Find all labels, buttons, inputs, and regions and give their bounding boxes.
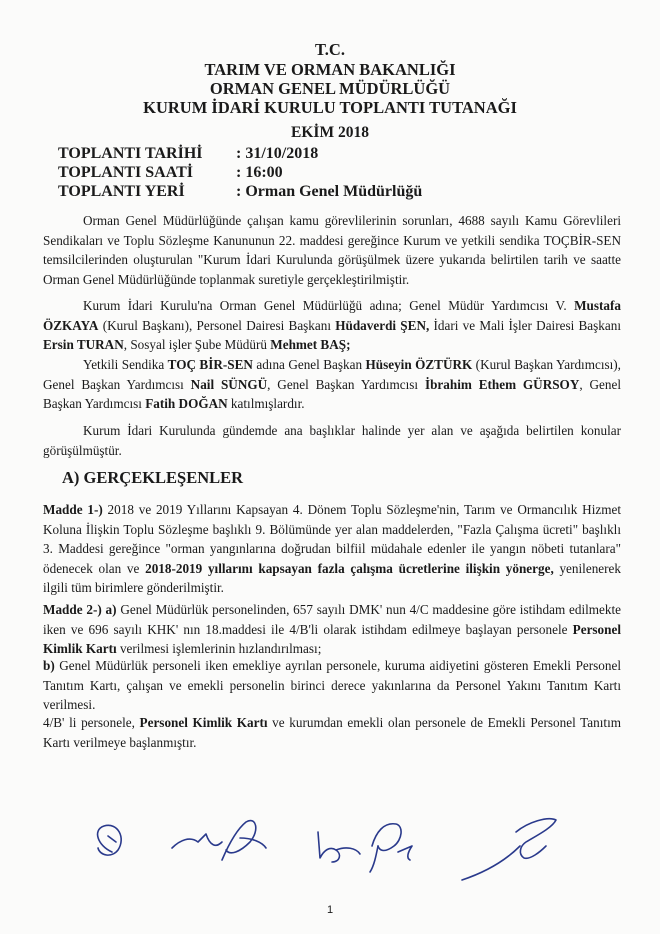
p2-text-c: İdari ve Mali İşler Dairesi Başkanı xyxy=(429,317,621,333)
signature-4 xyxy=(462,819,556,880)
meeting-date-value: : 31/10/2018 xyxy=(236,145,319,162)
article-2-c-bold: Personel Kimlik Kartı xyxy=(139,715,268,730)
signature-3 xyxy=(318,824,412,872)
meeting-time-label: TOPLANTI SAATİ xyxy=(58,164,193,181)
article-1-bold: 2018-2019 yıllarını kapsayan fazla çalışma ücretlerine ilişkin yönerge, xyxy=(145,560,554,576)
p3-text-b: adına Genel Başkan xyxy=(252,357,366,372)
article-2-a-end: verilmesi işlemlerinin hızlandırılması; xyxy=(116,641,322,657)
article-2-a-bold: Personel Kimlik Kartı xyxy=(43,621,621,657)
p3-text-a: Yetkili Sendika xyxy=(83,357,168,372)
p2-name-bas: Mehmet BAŞ; xyxy=(270,337,351,353)
article-2-b-label: b) xyxy=(43,658,55,673)
document-period: EKİM 2018 xyxy=(291,124,369,141)
p2-name-sen: Hüdaverdi ŞEN, xyxy=(335,317,430,333)
p2-text-a: Kurum İdari Kurulu'na Orman Genel Müdürlüğü adına; Genel Müdür Yardımcısı V. xyxy=(83,298,575,313)
article-1-text-a: 2018 ve 2019 Yıllarını Kapsayan 4. Dönem Toplu Sözleşme'nin, Tarım ve Ormancılık Hizmet Koluna İlişkin Toplu Sözleşme başlıklı 9. Bölümünde yer alan maddelerden, "Fazla Çalışma ücreti" başlıklı 3. Maddesi gereğince "orman yangınlarına doğrudan bilfiil müdahale edenler ile yangın nöbeti tutanlara" ödenecek olan ve xyxy=(43,502,621,576)
p2-name-turan: Ersin TURAN xyxy=(43,337,124,353)
header-ministry: TARIM VE ORMAN BAKANLIĞI xyxy=(204,60,456,79)
p3-text-f: katılmışlardır. xyxy=(227,396,305,412)
section-a-title: A) GERÇEKLEŞENLER xyxy=(62,468,244,487)
meeting-date-label: TOPLANTI TARİHİ xyxy=(58,145,203,162)
p3-name-sungu: Nail SÜNGÜ xyxy=(190,376,268,392)
meeting-time-value: : 16:00 xyxy=(236,164,283,181)
intro-paragraph-1: Orman Genel Müdürlüğünde çalışan kamu görevlilerinin sorunları, 4688 sayılı Kamu Görevlileri Sendikaları ve Toplu Sözleşme Kanununun 22. maddesi gereğince Kurum ve yetkili sendika TOÇBİR-SEN temsilcilerinden oluşturulan "Kurum İdari Kurulunda görüşülmek üzere yukarıda belirtilen tarih ve saatte Orman Genel Müdürlüğünde toplanmak suretiyle gerçekleştirilmiştir. xyxy=(43,213,621,287)
header-directorate: ORMAN GENEL MÜDÜRLÜĞÜ xyxy=(209,79,451,98)
p3-name-ozturk: Hüseyin ÖZTÜRK xyxy=(365,357,473,372)
article-2-a-label: a) xyxy=(105,602,117,617)
intro-paragraph-4: Kurum İdari Kurulunda gündemde ana başlıklar halinde yer alan ve aşağıda belirtilen konular görüşülmüştür. xyxy=(43,423,621,458)
p3-text-d: , Genel Başkan Yardımcısı xyxy=(267,376,425,392)
article-1-text-b: yenilenerek ilgili tüm birimlere gönderilmiştir. xyxy=(43,560,621,596)
page-number: 1 xyxy=(326,904,334,916)
article-2-c-text-a: 4/B' li personele, xyxy=(43,715,140,730)
article-1-label: Madde 1-) xyxy=(43,502,103,517)
header-tc: T.C. xyxy=(315,40,345,59)
article-2-a-text: Genel Müdürlük personelinden, 657 sayılı DMK' nun 4/C maddesine göre istihdam edilmekte iken ve 696 sayılı KHK' nın 18.maddesi ile 4/B'li olarak istihdam edilmeye başlayan personele xyxy=(43,602,622,637)
p2-name-ozkaya: Mustafa ÖZKAYA xyxy=(43,298,621,333)
article-2-b-text: Genel Müdürlük personeli iken emekliye ayrılan personele, kuruma aidiyetini gösteren Emekli Personel Tanıtım Kartı, çalışan ve emekli personelin birinci derece yakınlarına da Personel Yakını Tanıtım Kartı verilmesi. xyxy=(43,658,621,713)
document-title: KURUM İDARİ KURULU TOPLANTI TUTANAĞI xyxy=(143,98,517,117)
meeting-place-value: : Orman Genel Müdürlüğü xyxy=(236,183,423,200)
meeting-place-label: TOPLANTI YERİ xyxy=(58,183,185,200)
article-2-c-text-b: ve kurumdan emekli olan personele de Emekli Personel Tanıtım Kartı verilmeye başlanmıştır. xyxy=(43,715,621,750)
p3-text-e: , Genel Başkan Yardımcısı xyxy=(43,376,621,412)
p3-name-dogan: Fatih DOĞAN xyxy=(145,396,228,412)
p2-text-b: (Kurul Başkanı), Personel Dairesi Başkanı xyxy=(98,317,336,333)
p3-union-name: TOÇ BİR-SEN xyxy=(167,357,253,372)
p2-text-d: , Sosyal işler Şube Müdürü xyxy=(123,337,271,353)
p3-name-gursoy: İbrahim Ethem GÜRSOY xyxy=(424,376,580,392)
p3-text-c: (Kurul Başkan Yardımcısı), Genel Başkan Yardımcısı xyxy=(43,357,621,392)
article-2-label: Madde 2-) xyxy=(43,602,102,617)
signature-2 xyxy=(172,821,266,860)
signature-1 xyxy=(98,825,122,855)
